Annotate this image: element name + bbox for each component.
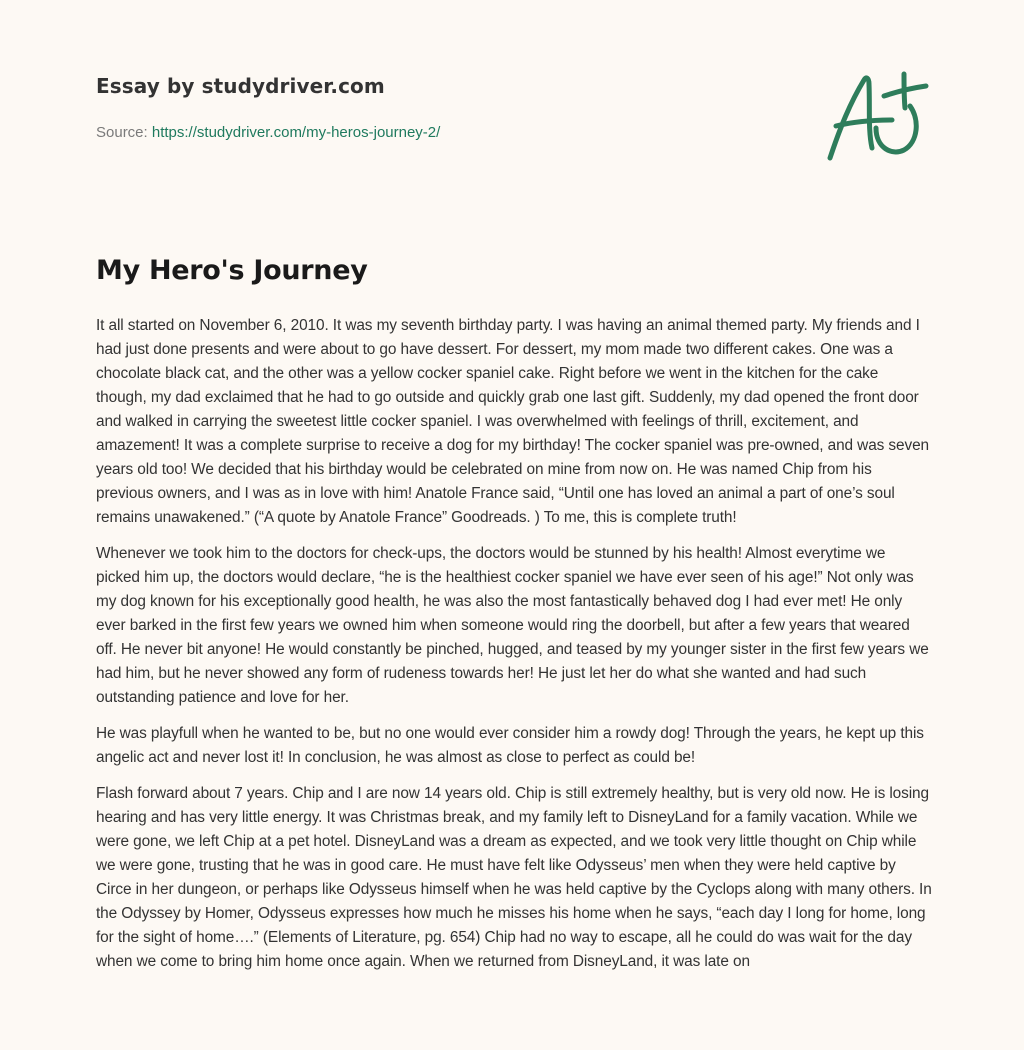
brand-title: Essay by studydriver.com bbox=[96, 74, 385, 98]
essay-paragraph: It all started on November 6, 2010. It was my seventh birthday party. I was having an animal themed party. My friends and I had just done presents and were about to go have dessert. For dessert, my mom made two different cakes. One was a chocolate black cat, and the other was a yellow cocker spaniel cake. Right before we went in the kitchen for the cake though, my dad exclaimed that he had to go outside and quickly grab one last gift. Suddenly, my dad opened the front door and walked in carrying the sweetest little cocker spaniel. I was overwhelmed with feelings of thrill, excitement, and amazement! It was a complete surprise to receive a dog for my birthday! The cocker spaniel was pre-owned, and was seven years old too! We decided that his birthday would be celebrated on mine from now on. He was named Chip from his previous owners, and I was as in love with him! Anatole France said, “Until one has loved an animal a part of one’s soul remains unawakened.” (“A quote by Anatole France” Goodreads. ) To me, this is complete truth! bbox=[96, 317, 930, 526]
essay-header bbox=[96, 74, 928, 141]
source-link[interactable]: https://studydriver.com/my-heros-journey-2/ bbox=[151, 124, 441, 141]
source-line bbox=[96, 124, 440, 141]
essay-paragraph: Whenever we took him to the doctors for check-ups, the doctors would be stunned by his health! Almost everytime we picked him up, the doctors would declare, “he is the healthiest cocker spaniel we have ever seen of his age!” Not only was my dog known for his exceptionally good health, he was also the most fantastically behaved dog I had ever met! He only ever barked in the first few years we owned him when someone would ring the doorbell, but after a few years that weared off. He never bit anyone! He would constantly be pinched, hugged, and teased by my younger sister in the first few years we had him, but he never showed any form of rudeness towards her! He just let her do what she wanted and had such outstanding patience and love for her. bbox=[96, 545, 929, 706]
source-label: Source: bbox=[96, 124, 152, 141]
essay-paragraph: Flash forward about 7 years. Chip and I are now 14 years old. Chip is still extremely healthy, but is very old now. He is losing hearing and has very little energy. It was Christmas break, and my family left to DisneyLand for a family vacation. While we were gone, we left Chip at a pet hotel. DisneyLand was a dream as expected, and we took very little thought on Chip while we were gone, trusting that he was in good care. He must have felt like Odysseus’ men when they were held captive by Circe in her dungeon, or perhaps like Odysseus himself when he was held captive by the Cyclops along with many others. In the Odyssey by Homer, Odysseus expresses how much he misses his home when he says, “each day I long for home, long for the sight of home….” (Elements of Literature, pg. 654) Chip had no way to escape, all he could do was wait for the day when we come to bring him home once again. When we returned from DisneyLand, it was late on bbox=[96, 785, 932, 970]
essay-title: My Hero's Journey bbox=[96, 255, 368, 286]
a-plus-grade-icon bbox=[822, 68, 932, 168]
essay-body bbox=[96, 314, 932, 986]
essay-paragraph: He was playfull when he wanted to be, but no one would ever consider him a rowdy dog! Through the years, he kept up this angelic act and never lost it! In conclusion, he was almost as close to perfect as could be! bbox=[96, 725, 924, 766]
